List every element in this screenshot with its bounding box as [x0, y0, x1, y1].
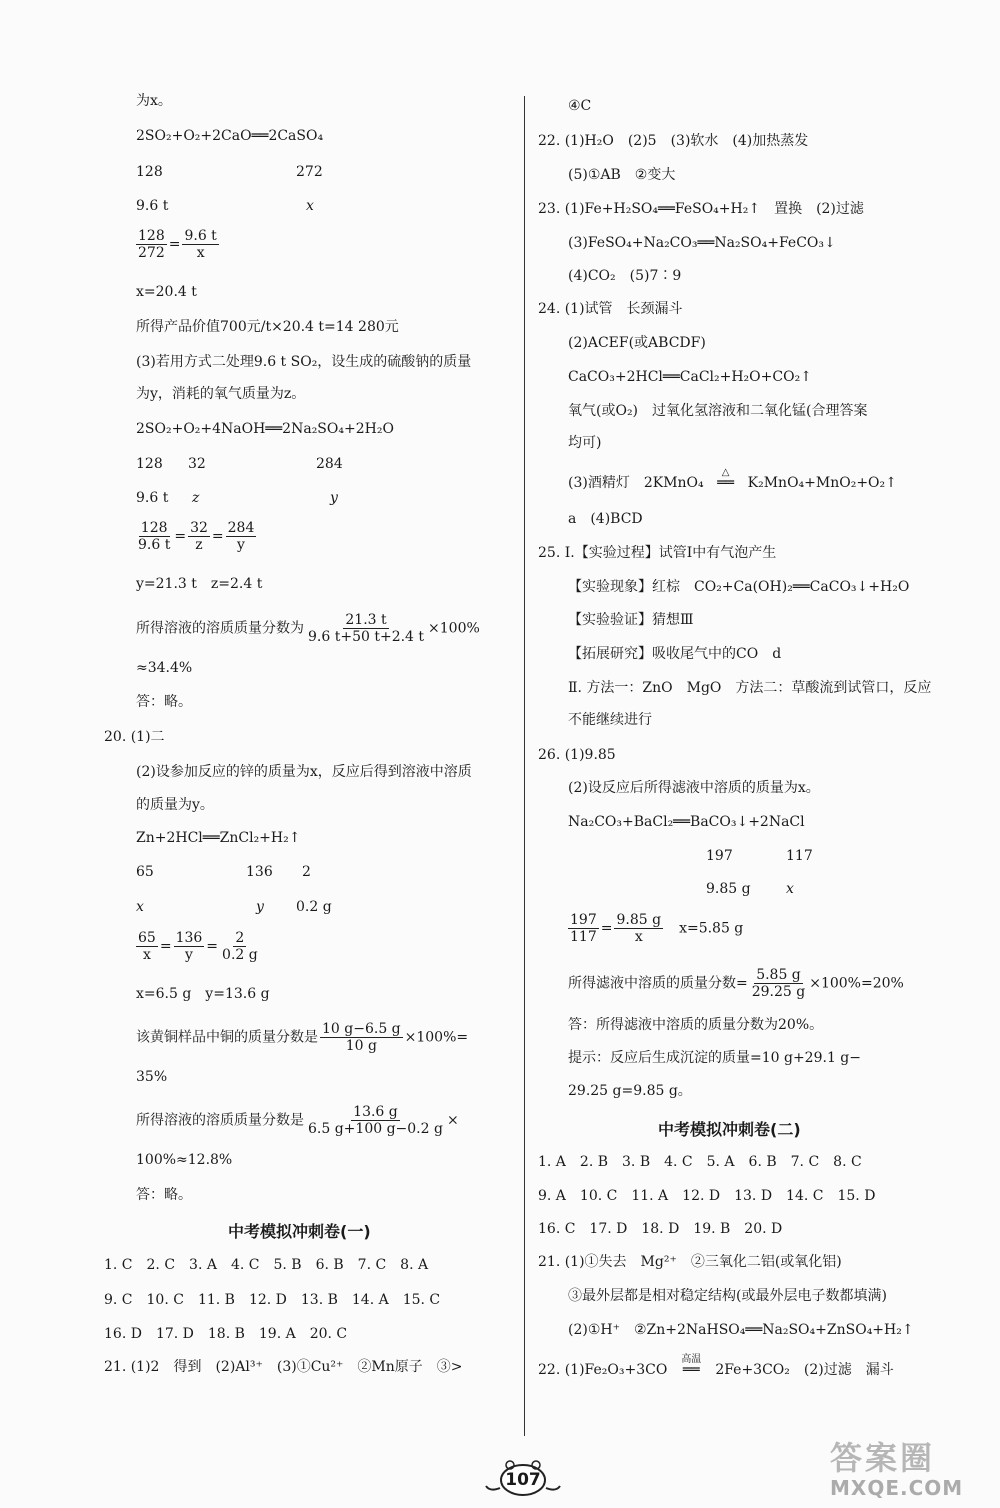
label: 所得溶液的溶质质量分数是 [136, 1112, 304, 1129]
result: 35% [136, 1069, 168, 1085]
equation-right: 2Fe+3CO₂ (2)过滤 漏斗 [715, 1362, 894, 1378]
question-25: 25. Ⅰ.【实验过程】试管Ⅰ中有气泡产生 [538, 545, 777, 561]
molar-mass: 128 [136, 164, 163, 180]
text-line: 29.25 g=9.85 g。 [568, 1083, 692, 1099]
text-line: ③最外层都是相对稳定结构(或最外层电子数都填满) [568, 1288, 887, 1304]
molar-mass: 32 [188, 456, 206, 472]
numerator: 32 [190, 520, 208, 536]
numerator: 2 [235, 930, 245, 946]
suffix: × [446, 1112, 459, 1129]
numerator: 9.85 g [616, 912, 662, 928]
denominator: 0.2 g [222, 947, 258, 963]
reaction-arrow-icon: ══ [717, 475, 735, 491]
molar-mass: 2 [302, 864, 311, 880]
molar-mass: 128 [136, 456, 163, 472]
numerator: 10 g−6.5 g [322, 1021, 401, 1037]
equation-left: 22. (1)Fe₂O₃+3CO [538, 1362, 668, 1378]
question-20: 20. (1)二 [104, 729, 165, 745]
question-23: 23. (1)Fe+H₂SO₄══FeSO₄+H₂↑ 置换 (2)过滤 [538, 201, 864, 217]
watermark [830, 1440, 990, 1500]
text-line: 为y，消耗的氧气质量为z。 [136, 386, 306, 402]
result: y=21.3 t z=2.4 t [136, 576, 263, 592]
denominator: 29.25 g [751, 984, 806, 1000]
text-line: 均可) [568, 435, 602, 451]
text-line: a (4)BCD [568, 511, 643, 527]
numerator: 5.85 g [756, 967, 801, 983]
quantity: 0.2 g [296, 899, 332, 915]
column-divider [524, 96, 525, 1436]
section-title: 中考模拟冲刺卷(一) [228, 1222, 371, 1241]
text-line: 【拓展研究】吸收尾气中的CO d [568, 646, 782, 662]
denominator: y [237, 537, 245, 553]
text-line: (2)ACEF(或ABCDF) [568, 335, 706, 351]
answer-row [538, 1354, 894, 1379]
result: ≈34.4% [136, 660, 193, 676]
text-line: (5)①AB ②变大 [568, 167, 676, 183]
text-line: 为x。 [136, 93, 172, 109]
question-24: 24. (1)试管 长颈漏斗 [538, 301, 683, 317]
question-22: 22. (1)H₂O (2)5 (3)软水 (4)加热蒸发 [538, 133, 809, 149]
reaction-condition: 高温 [681, 1354, 702, 1365]
section-title: 中考模拟冲刺卷(二) [658, 1120, 801, 1139]
molar-mass: 197 [706, 848, 733, 864]
answer-row: 16. C 17. D 18. D 19. B 20. D [538, 1221, 783, 1237]
denominator: 272 [138, 245, 165, 261]
denominator: 117 [570, 929, 597, 945]
question-26: 26. (1)9.85 [538, 747, 616, 763]
denominator: 10 g [345, 1038, 377, 1054]
variable: y [330, 490, 338, 506]
label: 该黄铜样品中铜的质量分数是 [136, 1029, 318, 1046]
equation [568, 467, 897, 492]
numerator: 128 [140, 520, 168, 536]
answer-row: 9. A 10. C 11. A 12. D 13. D 14. C 15. D [538, 1188, 876, 1204]
result: x=20.4 t [136, 284, 197, 300]
equation: (2)①H⁺ ②Zn+2NaHSO₄══Na₂SO₄+ZnSO₄+H₂↑ [568, 1322, 914, 1338]
denominator: 9.6 t [138, 537, 171, 553]
proportion: $\frac{65}{x}$ = $\frac{136}{y}$ = $\frac{2}{0.2 g}$ [138, 930, 258, 963]
numerator: 197 [570, 912, 597, 928]
page-number-text: 107 [505, 1470, 541, 1490]
hint: 提示：反应后生成沉淀的质量=10 g+29.1 g− [568, 1050, 862, 1066]
numerator: 136 [175, 930, 203, 946]
denominator: 6.5 g+100 g−0.2 g [308, 1121, 443, 1137]
denominator: x [196, 245, 205, 261]
mass-fraction [136, 1021, 468, 1054]
reaction-condition: △ [721, 467, 730, 478]
denominator: x [634, 929, 643, 945]
text-line: 的质量为y。 [136, 797, 214, 813]
molar-mass: 136 [246, 864, 273, 880]
suffix: ×100% [428, 620, 480, 637]
denominator: 9.6 t+50 t+2.4 t [308, 629, 425, 645]
numerator: 9.6 t [184, 228, 217, 244]
mass-fraction [136, 1104, 459, 1137]
text-line: (3)若用方式二处理9.6 t SO₂，设生成的硫酸钠的质量 [136, 354, 472, 370]
quantity: 9.6 t [136, 490, 169, 506]
molar-mass: 117 [786, 848, 813, 864]
mass-fraction [568, 967, 904, 1000]
answer-row: 1. A 2. B 3. B 4. C 5. A 6. B 7. C 8. C [538, 1154, 862, 1170]
answer: 答：略。 [136, 694, 192, 710]
text-line: (4)CO₂ (5)7∶9 [568, 268, 682, 284]
molar-mass: 272 [296, 164, 323, 180]
mass-fraction [136, 612, 480, 645]
text-line: ④C [568, 98, 592, 114]
variable: y [256, 899, 264, 915]
answer-row: 9. C 10. C 11. B 12. D 13. B 14. A 15. C [104, 1292, 441, 1308]
numerator: 128 [138, 228, 165, 244]
text-line: 所得产品价值700元/t×20.4 t=14 280元 [136, 319, 399, 335]
numerator: 284 [227, 520, 255, 536]
text-line: Ⅱ. 方法一：ZnO MgO 方法二：草酸流到试管口，反应 [568, 680, 932, 696]
proportion: $\frac{128}{272}$ = $\frac{9.6 t}{x}$ [138, 228, 217, 261]
proportion: $\frac{128}{9.6 t}$ = $\frac{32}{z}$ = $\frac{284}{y}$ [138, 520, 255, 553]
suffix: ×100%= [404, 1029, 469, 1046]
text-line: (2)设反应后所得滤液中溶质的质量为x。 [568, 780, 820, 796]
equation: Na₂CO₃+BaCl₂══BaCO₃↓+2NaCl [568, 814, 805, 830]
molar-mass: 284 [316, 456, 343, 472]
variable: x [136, 899, 144, 915]
result: x=5.85 g [679, 920, 744, 937]
page-number [480, 1458, 566, 1498]
answer-row: 1. C 2. C 3. A 4. C 5. B 6. B 7. C 8. A [104, 1257, 429, 1273]
label: 所得滤液中溶质的质量分数= [568, 975, 748, 992]
reaction-arrow-icon: ══ [682, 1362, 700, 1378]
quantity: 9.85 g [706, 881, 751, 897]
equation: CaCO₃+2HCl══CaCl₂+H₂O+CO₂↑ [568, 369, 812, 385]
denominator: x [142, 947, 151, 963]
text-line: 氧气(或O₂) 过氧化氢溶液和二氧化锰(合理答案 [568, 403, 868, 419]
answer-row: 21. (1)2 得到 (2)Al³⁺ (3)①Cu²⁺ ②Mn原子 ③> [104, 1359, 463, 1375]
text-line: 不能继续进行 [568, 712, 652, 728]
answer-row: 16. D 17. D 18. B 19. A 20. C [104, 1326, 348, 1342]
text-line: 【实验验证】猜想Ⅲ [568, 612, 694, 628]
molar-mass: 65 [136, 864, 154, 880]
numerator: 65 [138, 930, 156, 946]
answer-row: 21. (1)①失去 Mg²⁺ ②三氧化二铝(或氧化铝) [538, 1254, 842, 1270]
equation: 2SO₂+O₂+4NaOH══2Na₂SO₄+2H₂O [136, 421, 394, 437]
numerator: 13.6 g [353, 1104, 398, 1120]
result: 100%≈12.8% [136, 1152, 233, 1168]
numerator: 21.3 t [345, 612, 387, 628]
suffix: ×100%=20% [809, 975, 904, 992]
equation-left: (3)酒精灯 2KMnO₄ [568, 475, 704, 491]
equation: 2SO₂+O₂+2CaO══2CaSO₄ [136, 128, 324, 144]
watermark-url: MXQE.COM [830, 1476, 964, 1500]
variable: x [786, 881, 794, 897]
answer: 答：所得滤液中溶质的质量分数为20%。 [568, 1017, 824, 1033]
text-line: 【实验现象】红棕 CO₂+Ca(OH)₂══CaCO₃↓+H₂O [568, 579, 910, 595]
denominator: z [195, 537, 203, 553]
equation-right: K₂MnO₄+MnO₂+O₂↑ [747, 475, 897, 491]
label: 所得溶液的溶质质量分数为 [136, 620, 304, 637]
text-line: (2)设参加反应的锌的质量为x，反应后得到溶液中溶质 [136, 764, 472, 780]
watermark-logo: 答案圈 [830, 1439, 936, 1477]
result: x=6.5 g y=13.6 g [136, 986, 270, 1002]
quantity: 9.6 t [136, 198, 169, 214]
variable: x [306, 198, 314, 214]
denominator: y [184, 947, 193, 963]
equation: (3)FeSO₄+Na₂CO₃══Na₂SO₄+FeCO₃↓ [568, 235, 836, 251]
proportion: $\frac{197}{117}$ = $\frac{9.85 g}{x}$ x=5.85 g [570, 912, 744, 945]
answer: 答：略。 [136, 1187, 192, 1203]
equation: Zn+2HCl══ZnCl₂+H₂↑ [136, 830, 301, 846]
variable: z [192, 490, 200, 506]
